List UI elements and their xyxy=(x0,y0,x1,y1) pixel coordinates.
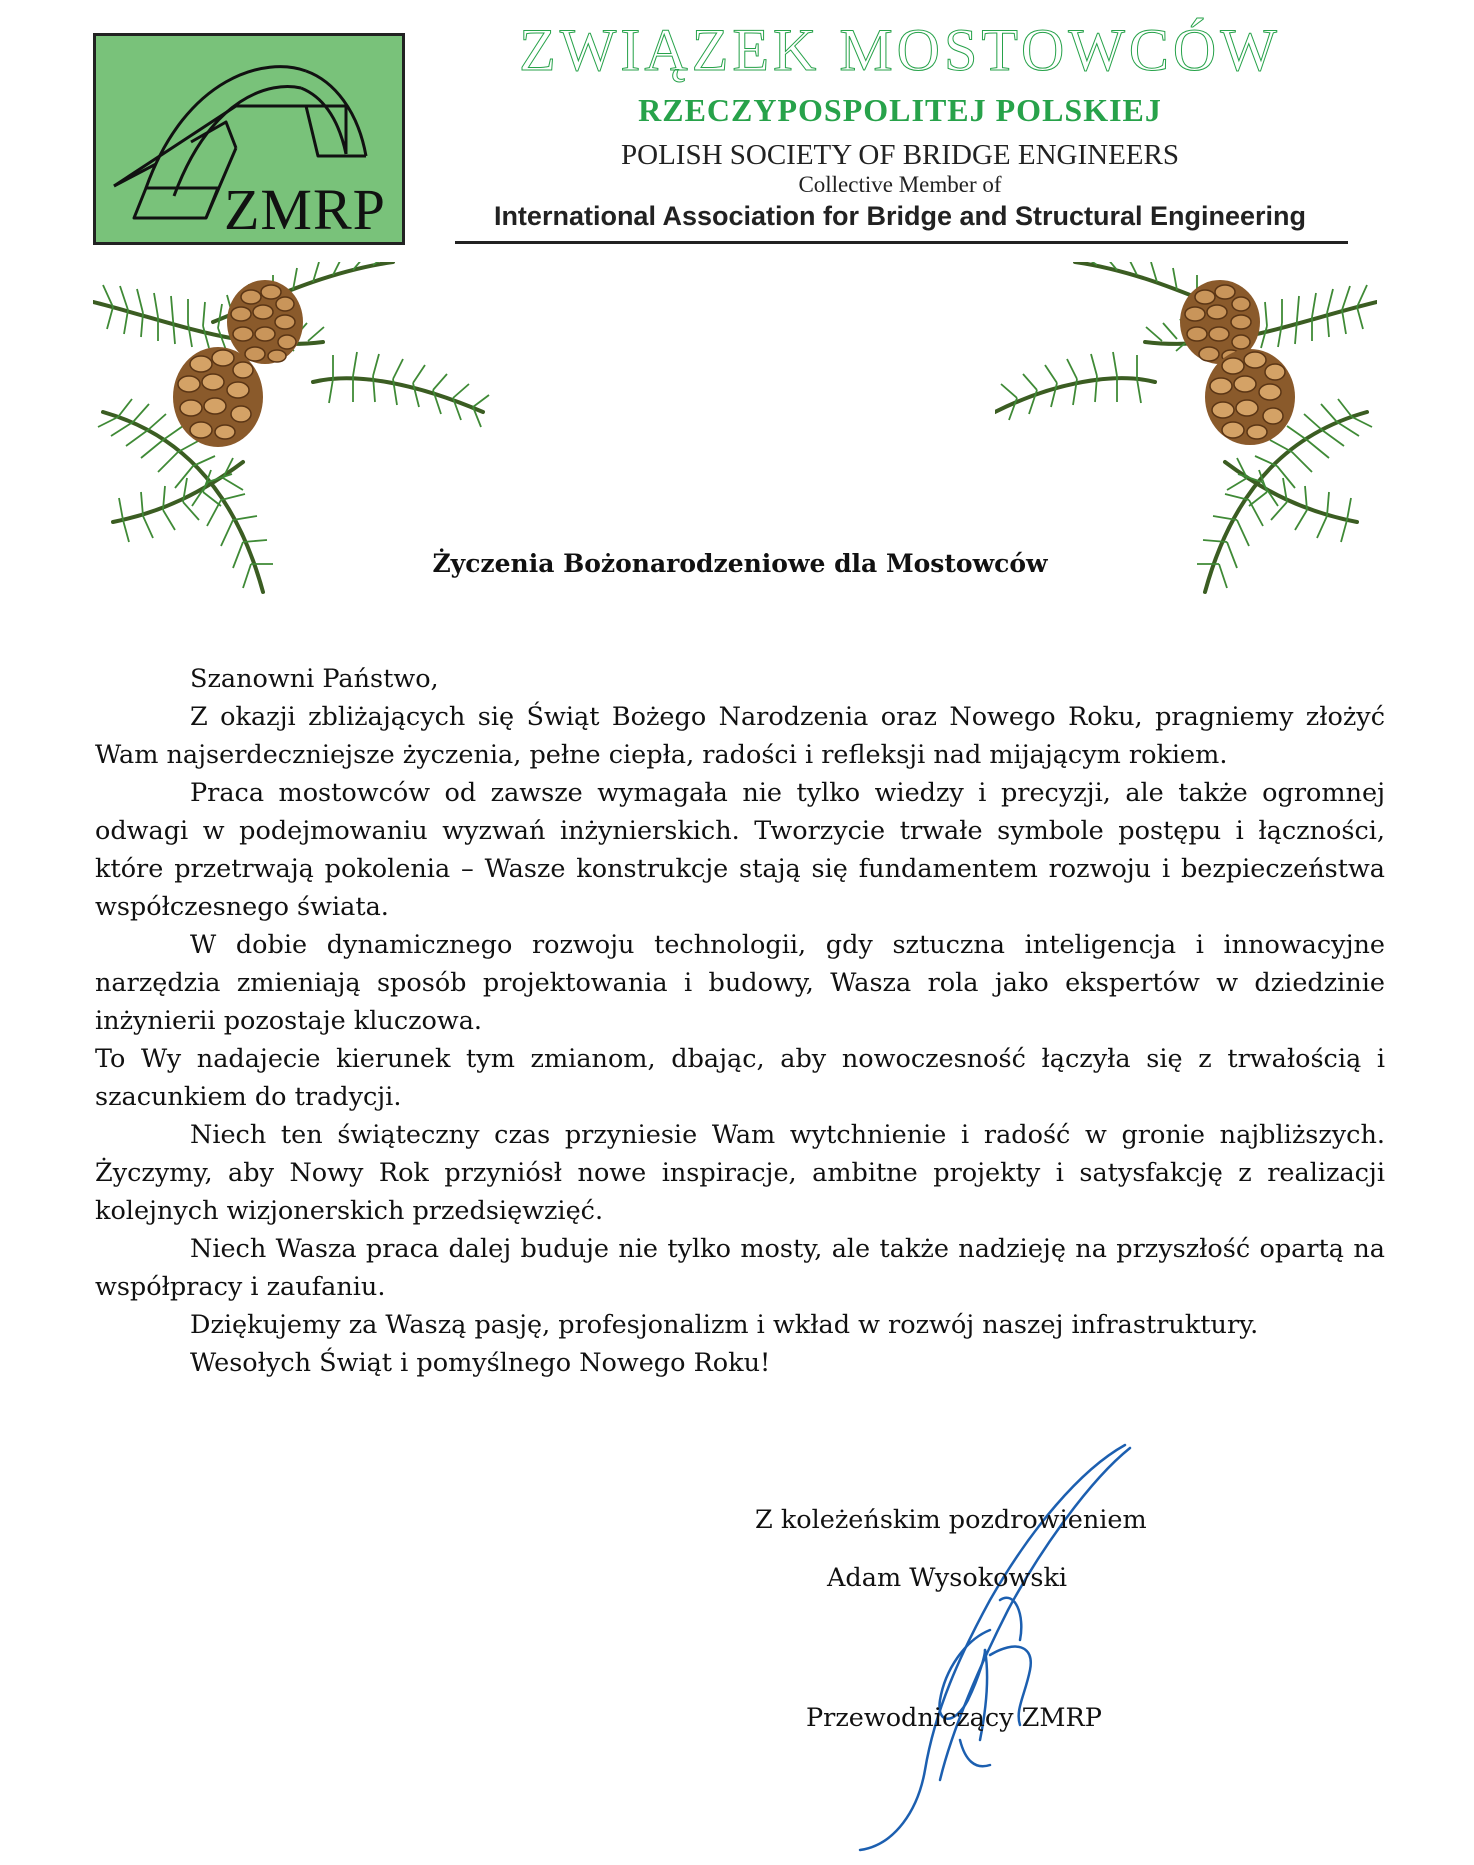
pine-cone-icon xyxy=(173,347,263,447)
header-divider xyxy=(455,241,1348,244)
org-name-polish-line1: ZWIĄZEK MOSTOWCÓW xyxy=(519,17,1281,83)
pine-cone-icon xyxy=(227,280,303,364)
signer-role: Przewodniczący ZMRP xyxy=(806,1703,1102,1733)
paragraph: Z okazji zbliżających się Świąt Bożego Narodzenia oraz Nowego Roku, pragniemy złożyć Wam najserdeczniejsze życzenia, pełne ciepła, radości i refleksji nad mijającym rokiem. xyxy=(95,702,1385,770)
membership-note: Collective Member of xyxy=(798,172,1002,197)
org-name-english: POLISH SOCIETY OF BRIDGE ENGINEERS xyxy=(621,139,1179,171)
org-name-polish-line2: RZECZYPOSPOLITEJ POLSKIEJ xyxy=(638,92,1162,128)
zmrp-logo xyxy=(93,33,405,245)
paragraph: W dobie dynamicznego rozwoju technologii, gdy sztuczna inteligencja i innowacyjne narzędzia zmieniają sposób projektowania i budowy, Wasza rola jako ekspertów w dziedzinie inżynierii pozostaje kluczowa. xyxy=(95,930,1385,1036)
parent-organization: International Association for Bridge and Structural Engineering xyxy=(493,201,1307,231)
document-title: Życzenia Bożonarodzeniowe dla Mostowców xyxy=(432,549,1048,578)
paragraph: To Wy nadajecie kierunek tym zmianom, dbając, aby nowoczesność łączyła się z trwałością i szacunkiem do tradycji. xyxy=(95,1044,1385,1112)
signer-name: Adam Wysokowski xyxy=(827,1563,1068,1593)
paragraph: Wesołych Świąt i pomyślnego Nowego Roku! xyxy=(190,1348,771,1378)
paragraph: Dziękujemy za Waszą pasję, profesjonalizm i wkład w rozwój naszej infrastruktury. xyxy=(190,1310,1259,1340)
pine-cone-icon xyxy=(1205,349,1295,445)
letter-body xyxy=(95,660,1385,1382)
paragraph: Niech Wasza praca dalej buduje nie tylko mosty, ale także nadzieję na przyszłość opartą na współpracy i zaufaniu. xyxy=(95,1234,1385,1302)
salutation: Szanowni Państwo, xyxy=(190,664,439,694)
paragraph: Praca mostowców od zawsze wymagała nie tylko wiedzy i precyzji, ale także ogromnej odwagi w podejmowaniu wyzwań inżynierskich. Tworzycie trwałe symbole postępu i łączności, które przetrwają pokolenia – Wasze konstrukcje stają się fundamentem rozwoju i bezpieczeństwa współczesnego świata. xyxy=(95,778,1385,922)
paragraph: Niech ten świąteczny czas przyniesie Wam wytchnienie i radość w gronie najbliższych. Życzymy, aby Nowy Rok przyniósł nowe inspiracje, ambitne projekty i satysfakcję z realizacji kolejnych wizjonerskich przedsięwzięć. xyxy=(95,1120,1385,1226)
logo-abbreviation: ZMRP xyxy=(224,177,386,242)
handwritten-signature xyxy=(840,1440,1140,1860)
closing-phrase: Z koleżeńskim pozdrowieniem xyxy=(755,1505,1147,1535)
